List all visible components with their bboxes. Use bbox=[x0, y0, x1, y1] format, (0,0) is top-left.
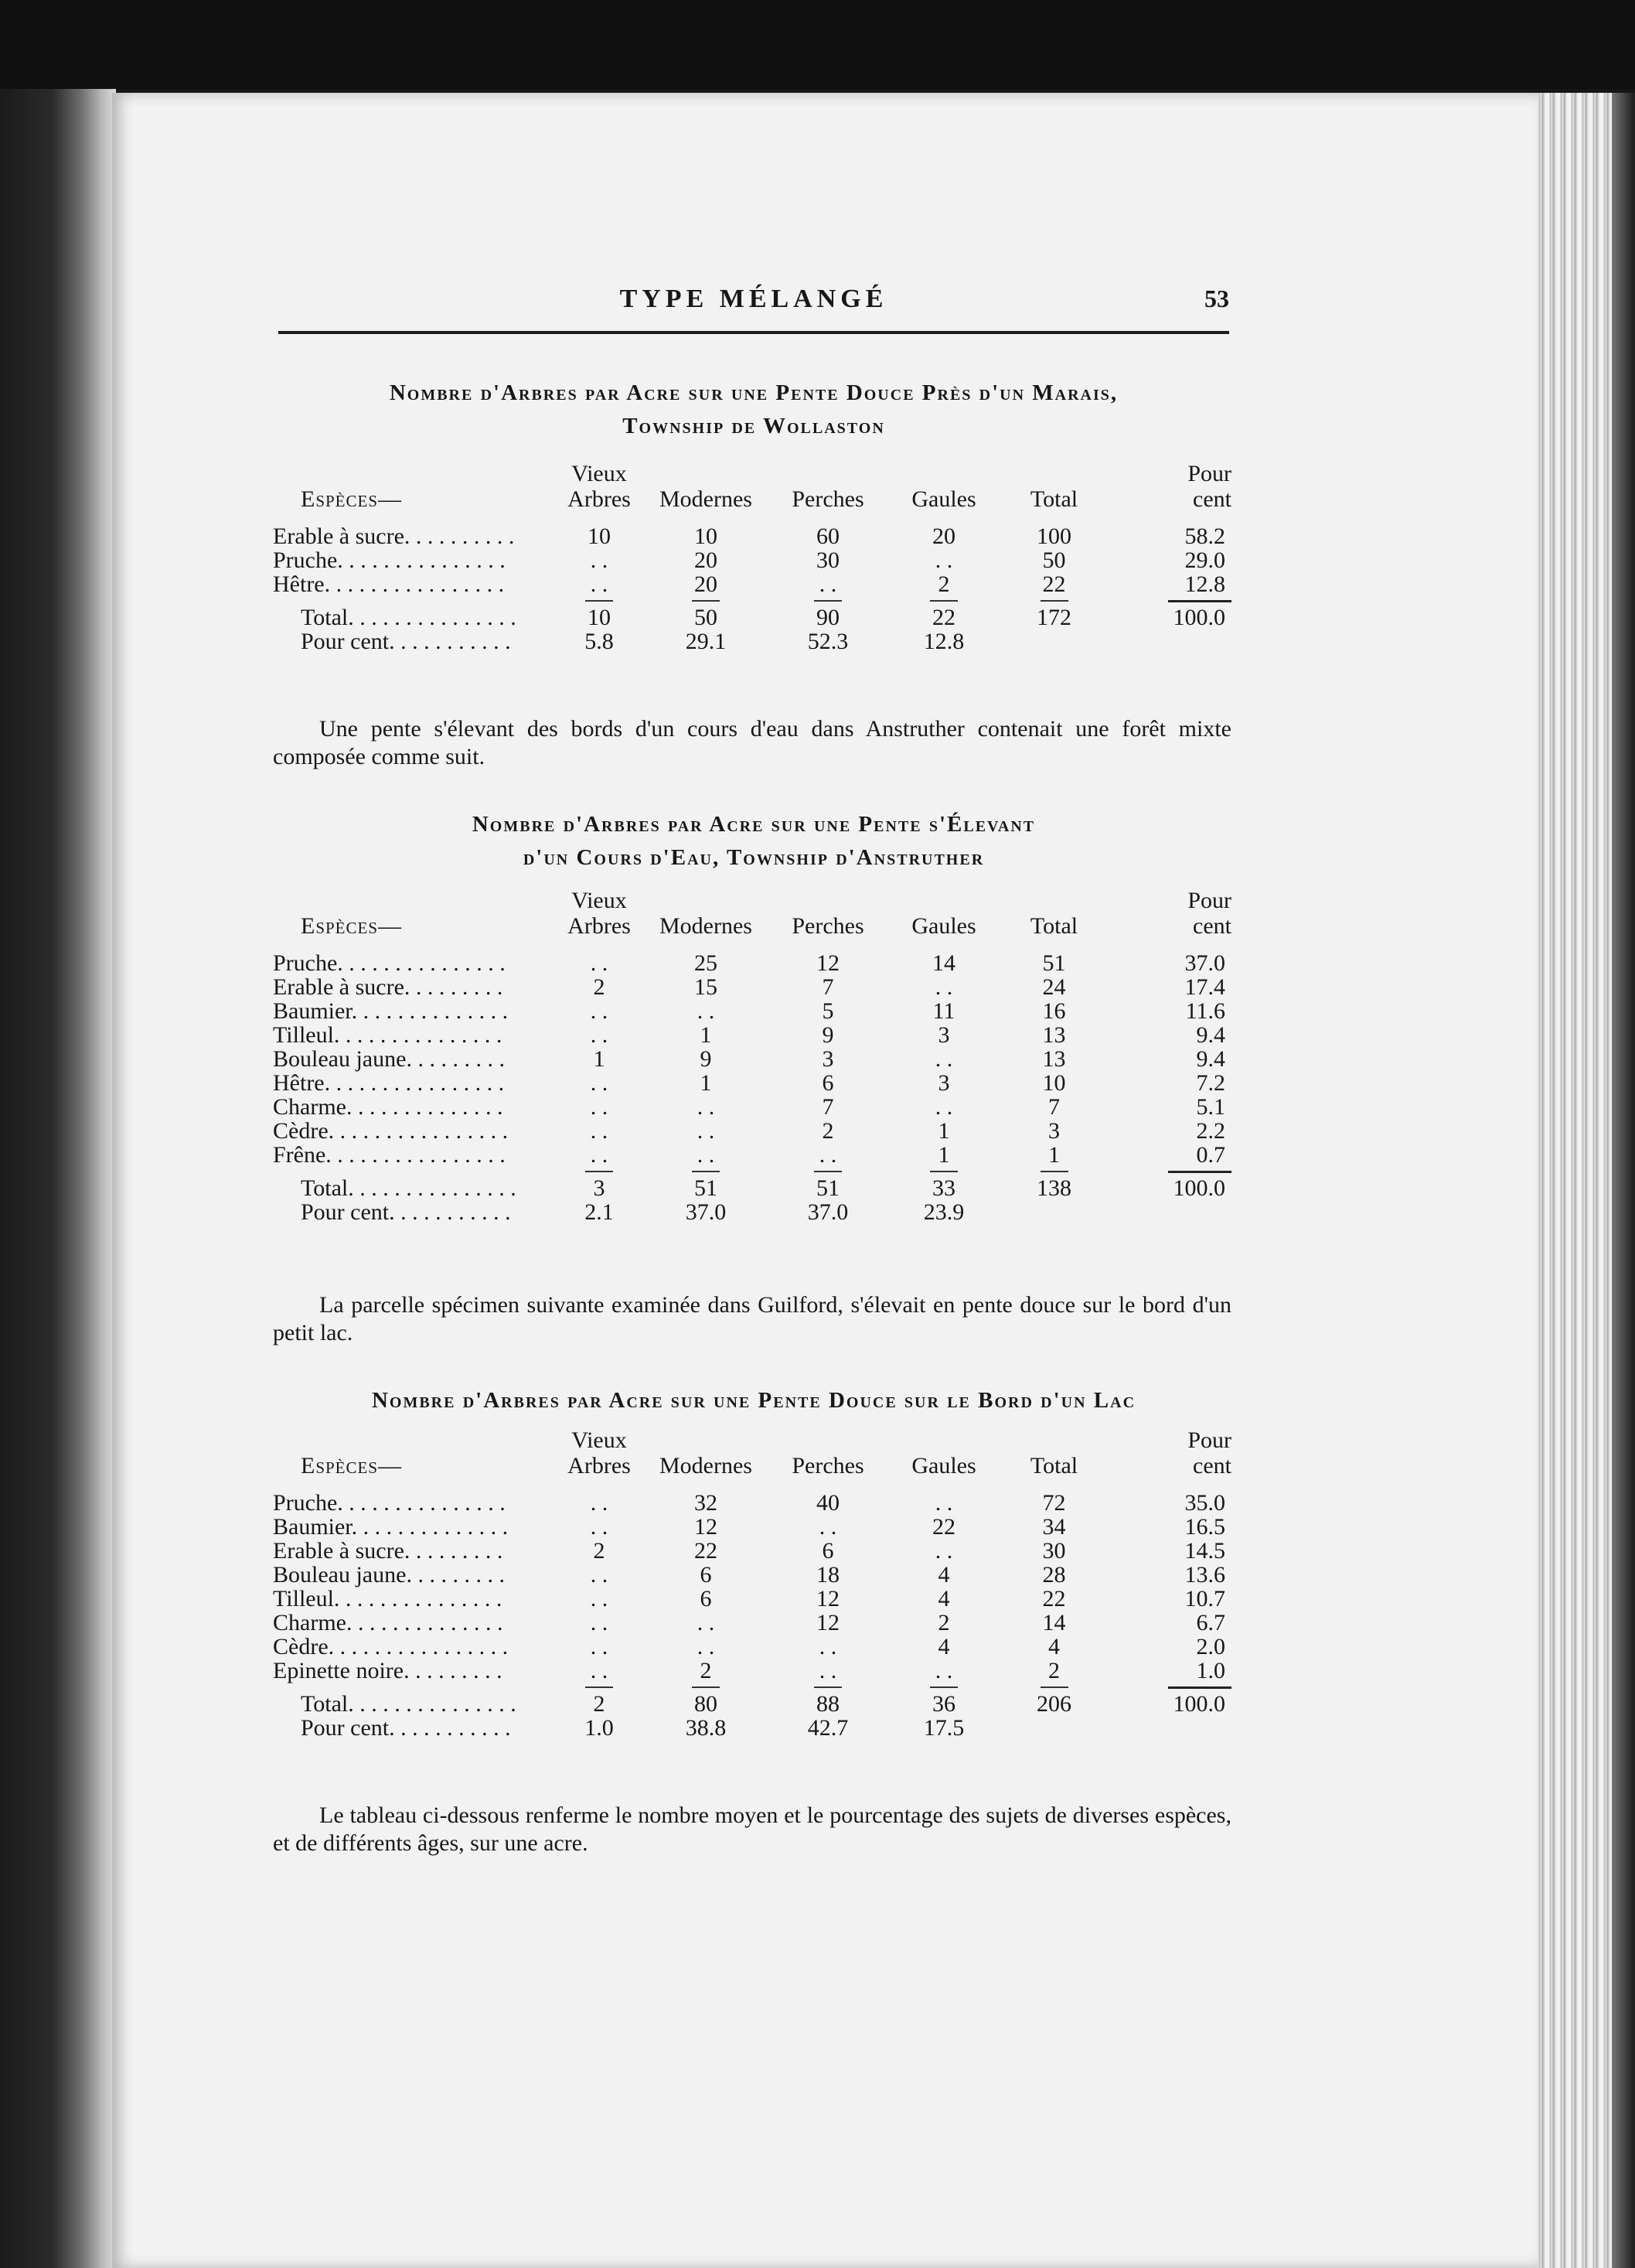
table-row bbox=[273, 951, 1231, 975]
cell-gaules: . . bbox=[935, 1658, 953, 1683]
cell-gaules: 1 bbox=[938, 1118, 950, 1144]
cell-modernes: . . bbox=[697, 998, 715, 1024]
species-name: Baumier. . . . . . . . . . . . . . bbox=[273, 1514, 509, 1540]
col-label: Vieux bbox=[571, 888, 627, 913]
table-row bbox=[273, 999, 1231, 1023]
cell-gaules: 11 bbox=[932, 998, 955, 1024]
total-modernes: 51 bbox=[694, 1175, 717, 1201]
percent-perches: 42.7 bbox=[807, 1715, 849, 1741]
sum-rule bbox=[814, 600, 842, 602]
cell-vieux: . . bbox=[590, 1142, 608, 1168]
cell-vieux: . . bbox=[590, 1490, 608, 1516]
total-pour-cent: 100.0 bbox=[1173, 605, 1225, 630]
species-name: Tilleul. . . . . . . . . . . . . . . bbox=[273, 1022, 502, 1048]
col-pour-cent bbox=[1106, 1427, 1231, 1478]
sum-rule bbox=[930, 1171, 958, 1172]
table-row bbox=[273, 1539, 1231, 1563]
col-gaules: Gaules bbox=[911, 486, 976, 512]
cell-pour-cent: 9.4 bbox=[1196, 1022, 1225, 1048]
sum-rule bbox=[1168, 600, 1231, 602]
cell-pour-cent: 11.6 bbox=[1185, 998, 1225, 1024]
col-label: Pour bbox=[1187, 888, 1231, 913]
percent-modernes: 29.1 bbox=[685, 629, 727, 654]
table-row bbox=[273, 1587, 1231, 1611]
table-row bbox=[273, 1635, 1231, 1659]
col-gaules: Gaules bbox=[911, 913, 976, 939]
col-modernes: Modernes bbox=[659, 1453, 752, 1478]
species-name: Tilleul. . . . . . . . . . . . . . . bbox=[273, 1586, 502, 1611]
percent-modernes: 38.8 bbox=[685, 1715, 727, 1741]
col-label: cent bbox=[1193, 1453, 1231, 1478]
species-name: Bouleau jaune. . . . . . . . . bbox=[273, 1046, 505, 1072]
cell-vieux: 2 bbox=[593, 1538, 605, 1564]
paragraph: Une pente s'élevant des bords d'un cours d'eau dans Anstruther contenait une forêt mixte composée comme suit. bbox=[273, 716, 1231, 769]
table-row bbox=[273, 1047, 1231, 1071]
table-2-caption bbox=[278, 812, 1229, 871]
total-row bbox=[273, 1692, 1231, 1716]
cell-pour-cent: 37.0 bbox=[1184, 950, 1225, 976]
percent-modernes: 37.0 bbox=[685, 1199, 727, 1225]
cell-pour-cent: 29.0 bbox=[1184, 547, 1225, 573]
cell-perches: 6 bbox=[822, 1538, 834, 1564]
cell-pour-cent: 16.5 bbox=[1184, 1514, 1225, 1540]
col-label: cent bbox=[1193, 486, 1231, 512]
cell-total: 50 bbox=[1042, 547, 1066, 573]
cell-gaules: 1 bbox=[938, 1142, 950, 1168]
cell-modernes: 25 bbox=[694, 950, 717, 976]
table-row bbox=[273, 1071, 1231, 1095]
cell-gaules: . . bbox=[935, 974, 953, 1000]
percent-vieux: 2.1 bbox=[584, 1199, 614, 1225]
cell-pour-cent: 17.4 bbox=[1184, 974, 1225, 1000]
cell-gaules: 3 bbox=[938, 1022, 950, 1048]
header-row bbox=[273, 461, 1231, 512]
cell-gaules: 22 bbox=[932, 1514, 955, 1540]
total-pour-cent: 100.0 bbox=[1173, 1691, 1225, 1717]
sum-rule bbox=[585, 1687, 613, 1688]
cell-modernes: 10 bbox=[694, 524, 717, 549]
col-label: Vieux bbox=[571, 461, 627, 486]
cell-modernes: 20 bbox=[694, 571, 717, 597]
caption-line: Nombre d'Arbres par Acre sur une Pente Douce Près d'un Marais, bbox=[389, 380, 1119, 405]
total-vieux: 10 bbox=[588, 605, 611, 630]
sum-rule bbox=[692, 1687, 720, 1688]
cell-modernes: . . bbox=[697, 1634, 715, 1659]
cell-total: 4 bbox=[1048, 1634, 1060, 1659]
caption-line: Nombre d'Arbres par Acre sur une Pente Douce sur le Bord d'un Lac bbox=[371, 1388, 1136, 1413]
cell-total: 13 bbox=[1042, 1022, 1066, 1048]
spacer-cell bbox=[273, 512, 1231, 524]
cell-modernes: 32 bbox=[694, 1490, 717, 1516]
cell-vieux: . . bbox=[590, 1610, 608, 1635]
sum-rule bbox=[814, 1687, 842, 1688]
col-perches: Perches bbox=[792, 913, 864, 939]
total-pour-cent: 100.0 bbox=[1173, 1175, 1225, 1201]
paragraph: Le tableau ci-dessous renferme le nombre moyen et le pourcentage des sujets de diverses espèces, et de différents âges, sur une acre. bbox=[273, 1802, 1231, 1856]
cell-total: 10 bbox=[1042, 1070, 1066, 1096]
empty-cell bbox=[1002, 629, 1106, 653]
percent-gaules: 12.8 bbox=[923, 629, 965, 654]
percent-perches: 37.0 bbox=[807, 1199, 849, 1225]
total-vieux: 3 bbox=[593, 1175, 605, 1201]
cell-pour-cent: 58.2 bbox=[1184, 524, 1225, 549]
table-row bbox=[273, 1119, 1231, 1143]
table-row bbox=[273, 1023, 1231, 1047]
cell-perches: 3 bbox=[822, 1046, 834, 1072]
total-total: 206 bbox=[1037, 1691, 1071, 1717]
col-label: cent bbox=[1193, 913, 1231, 939]
cell-pour-cent: 7.2 bbox=[1196, 1070, 1225, 1096]
cell-perches: 12 bbox=[816, 1586, 840, 1611]
paragraph: La parcelle spécimen suivante examinée dans Guilford, s'élevait en pente douce sur le bord d'un petit lac. bbox=[273, 1292, 1231, 1345]
col-label: Arbres bbox=[567, 1453, 631, 1478]
species-name: Frêne. . . . . . . . . . . . . . . . bbox=[273, 1142, 506, 1168]
table-lac bbox=[273, 1427, 1231, 1740]
cell-vieux: . . bbox=[590, 1658, 608, 1683]
cell-modernes: 2 bbox=[700, 1658, 712, 1683]
percent-row bbox=[273, 1200, 1231, 1224]
cell-modernes: 6 bbox=[700, 1586, 712, 1611]
cell-pour-cent: 13.6 bbox=[1184, 1562, 1225, 1588]
cell-total: 30 bbox=[1042, 1538, 1066, 1564]
col-vieux bbox=[557, 888, 642, 939]
cell-gaules: . . bbox=[935, 547, 953, 573]
total-perches: 90 bbox=[816, 605, 840, 630]
table-anstruther bbox=[273, 888, 1231, 1224]
percent-gaules: 17.5 bbox=[923, 1715, 965, 1741]
species-name: Erable à sucre. . . . . . . . . . bbox=[273, 524, 515, 549]
spacer-row bbox=[273, 512, 1231, 524]
sum-rule bbox=[1168, 1171, 1231, 1173]
col-species: Espèces— bbox=[301, 486, 403, 512]
total-gaules: 36 bbox=[932, 1691, 955, 1717]
cell-vieux: . . bbox=[590, 547, 608, 573]
total-row bbox=[273, 605, 1231, 629]
sum-rule bbox=[585, 600, 613, 602]
header-row bbox=[273, 1427, 1231, 1478]
header-row bbox=[273, 888, 1231, 939]
cell-perches: 40 bbox=[816, 1490, 840, 1516]
col-vieux bbox=[557, 461, 642, 512]
cell-vieux: . . bbox=[590, 1586, 608, 1611]
table-row bbox=[273, 1515, 1231, 1539]
total-perches: 88 bbox=[816, 1691, 840, 1717]
species-name: Bouleau jaune. . . . . . . . . bbox=[273, 1562, 505, 1588]
col-total: Total bbox=[1030, 1453, 1078, 1478]
cell-modernes: 15 bbox=[694, 974, 717, 1000]
cell-perches: 12 bbox=[816, 1610, 840, 1635]
empty-cell bbox=[1106, 1200, 1231, 1224]
table-3-caption bbox=[278, 1388, 1229, 1414]
cell-gaules: . . bbox=[935, 1490, 953, 1516]
col-vieux bbox=[557, 1427, 642, 1478]
cell-pour-cent: 35.0 bbox=[1184, 1490, 1225, 1516]
cell-vieux: . . bbox=[590, 1562, 608, 1588]
cell-vieux: . . bbox=[590, 571, 608, 597]
sum-rule bbox=[930, 600, 958, 602]
cell-total: 16 bbox=[1042, 998, 1066, 1024]
col-species: Espèces— bbox=[301, 913, 403, 939]
cell-pour-cent: 5.1 bbox=[1196, 1094, 1225, 1120]
cell-modernes: . . bbox=[697, 1094, 715, 1120]
species-name: Baumier. . . . . . . . . . . . . . bbox=[273, 998, 509, 1024]
cell-vieux: . . bbox=[590, 1070, 608, 1096]
cell-perches: 12 bbox=[816, 950, 840, 976]
total-label: Total. . . . . . . . . . . . . . . bbox=[301, 1175, 516, 1201]
page-number: 53 bbox=[1204, 285, 1229, 312]
cell-pour-cent: 0.7 bbox=[1196, 1142, 1225, 1168]
cell-vieux: . . bbox=[590, 1514, 608, 1540]
table-row bbox=[273, 572, 1231, 596]
cell-pour-cent: 2.2 bbox=[1196, 1118, 1225, 1144]
cell-pour-cent: 6.7 bbox=[1196, 1610, 1225, 1635]
col-label: Pour bbox=[1187, 461, 1231, 486]
cell-perches: 18 bbox=[816, 1562, 840, 1588]
caption-line: d'un Cours d'Eau, Township d'Anstruther bbox=[523, 845, 985, 870]
cell-perches: . . bbox=[819, 1142, 837, 1168]
percent-label: Pour cent. . . . . . . . . . . bbox=[301, 1199, 511, 1225]
percent-label: Pour cent. . . . . . . . . . . bbox=[301, 1715, 511, 1741]
sum-rule bbox=[814, 1171, 842, 1172]
cell-gaules: . . bbox=[935, 1538, 953, 1564]
table-row bbox=[273, 1659, 1231, 1683]
sum-rule bbox=[692, 1171, 720, 1172]
cell-modernes: 22 bbox=[694, 1538, 717, 1564]
cell-gaules: 20 bbox=[932, 524, 955, 549]
cell-modernes: 1 bbox=[700, 1070, 712, 1096]
cell-total: 22 bbox=[1042, 1586, 1066, 1611]
cell-modernes: 20 bbox=[694, 547, 717, 573]
cell-gaules: 2 bbox=[938, 1610, 950, 1635]
cell-modernes: 6 bbox=[700, 1562, 712, 1588]
cell-perches: 60 bbox=[816, 524, 840, 549]
cell-total: 100 bbox=[1037, 524, 1071, 549]
cell-total: 14 bbox=[1042, 1610, 1066, 1635]
cell-perches: 5 bbox=[822, 998, 834, 1024]
table-body bbox=[273, 1427, 1231, 1740]
running-header bbox=[278, 285, 1229, 334]
col-perches: Perches bbox=[792, 486, 864, 512]
species-name: Pruche. . . . . . . . . . . . . . . bbox=[273, 1490, 506, 1516]
table-body bbox=[273, 461, 1231, 653]
total-modernes: 50 bbox=[694, 605, 717, 630]
spacer-cell bbox=[273, 939, 1231, 951]
empty-cell bbox=[1002, 1200, 1106, 1224]
cell-perches: 6 bbox=[822, 1070, 834, 1096]
cell-vieux: . . bbox=[590, 1118, 608, 1144]
species-name: Charme. . . . . . . . . . . . . . bbox=[273, 1094, 503, 1120]
cell-total: 28 bbox=[1042, 1562, 1066, 1588]
table-1-caption bbox=[278, 380, 1229, 439]
percent-row bbox=[273, 629, 1231, 653]
cell-gaules: 4 bbox=[938, 1634, 950, 1659]
percent-vieux: 5.8 bbox=[584, 629, 614, 654]
spacer-row bbox=[273, 1478, 1231, 1491]
cell-total: 7 bbox=[1048, 1094, 1060, 1120]
cell-total: 13 bbox=[1042, 1046, 1066, 1072]
cell-perches: 9 bbox=[822, 1022, 834, 1048]
cell-gaules: 3 bbox=[938, 1070, 950, 1096]
cell-perches: 7 bbox=[822, 1094, 834, 1120]
total-total: 138 bbox=[1037, 1175, 1071, 1201]
percent-label: Pour cent. . . . . . . . . . . bbox=[301, 629, 511, 654]
cell-gaules: . . bbox=[935, 1046, 953, 1072]
caption-line: Nombre d'Arbres par Acre sur une Pente s'Élevant bbox=[472, 812, 1036, 837]
cell-total: 34 bbox=[1042, 1514, 1066, 1540]
col-pour-cent bbox=[1106, 461, 1231, 512]
col-species: Espèces— bbox=[301, 1453, 403, 1478]
table-row bbox=[273, 1611, 1231, 1635]
total-gaules: 33 bbox=[932, 1175, 955, 1201]
total-label: Total. . . . . . . . . . . . . . . bbox=[301, 1691, 516, 1717]
col-gaules: Gaules bbox=[911, 1453, 976, 1478]
table-body bbox=[273, 888, 1231, 1224]
col-label: Arbres bbox=[567, 486, 631, 512]
sum-rule bbox=[585, 1171, 613, 1172]
cell-perches: . . bbox=[819, 1634, 837, 1659]
cell-perches: . . bbox=[819, 1514, 837, 1540]
sum-rule bbox=[1041, 1687, 1068, 1688]
cell-vieux: 10 bbox=[588, 524, 611, 549]
empty-cell bbox=[1002, 1716, 1106, 1740]
cell-perches: . . bbox=[819, 1658, 837, 1683]
species-name: Charme. . . . . . . . . . . . . . bbox=[273, 1610, 503, 1635]
percent-vieux: 1.0 bbox=[584, 1715, 614, 1741]
cell-gaules: . . bbox=[935, 1094, 953, 1120]
table-row bbox=[273, 975, 1231, 999]
cell-modernes: 9 bbox=[700, 1046, 712, 1072]
total-gaules: 22 bbox=[932, 605, 955, 630]
cell-perches: 7 bbox=[822, 974, 834, 1000]
percent-perches: 52.3 bbox=[807, 629, 849, 654]
scan-background bbox=[0, 0, 1635, 89]
cell-pour-cent: 12.8 bbox=[1184, 571, 1225, 597]
col-label: Vieux bbox=[571, 1427, 627, 1453]
species-name: Pruche. . . . . . . . . . . . . . . bbox=[273, 547, 506, 573]
species-name: Pruche. . . . . . . . . . . . . . . bbox=[273, 950, 506, 976]
percent-row bbox=[273, 1716, 1231, 1740]
col-label: Pour bbox=[1187, 1427, 1231, 1453]
col-modernes: Modernes bbox=[659, 486, 752, 512]
species-name: Epinette noire. . . . . . . . . bbox=[273, 1658, 502, 1683]
cell-modernes: 1 bbox=[700, 1022, 712, 1048]
cell-vieux: . . bbox=[590, 1634, 608, 1659]
cell-vieux: . . bbox=[590, 950, 608, 976]
sum-rule bbox=[930, 1687, 958, 1688]
total-modernes: 80 bbox=[694, 1691, 717, 1717]
cell-modernes: . . bbox=[697, 1118, 715, 1144]
cell-perches: 30 bbox=[816, 547, 840, 573]
cell-pour-cent: 14.5 bbox=[1184, 1538, 1225, 1564]
percent-gaules: 23.9 bbox=[923, 1199, 965, 1225]
cell-perches: 2 bbox=[822, 1118, 834, 1144]
page-edges bbox=[1535, 93, 1635, 2268]
total-total: 172 bbox=[1037, 605, 1071, 630]
species-name: Cèdre. . . . . . . . . . . . . . . . bbox=[273, 1118, 509, 1144]
cell-total: 1 bbox=[1048, 1142, 1060, 1168]
cell-pour-cent: 10.7 bbox=[1184, 1586, 1225, 1611]
cell-pour-cent: 2.0 bbox=[1196, 1634, 1225, 1659]
species-name: Erable à sucre. . . . . . . . . bbox=[273, 974, 503, 1000]
cell-perches: . . bbox=[819, 571, 837, 597]
species-name: Erable à sucre. . . . . . . . . bbox=[273, 1538, 503, 1564]
cell-modernes: 12 bbox=[694, 1514, 717, 1540]
sum-rule bbox=[1168, 1687, 1231, 1689]
species-name: Hêtre. . . . . . . . . . . . . . . . bbox=[273, 571, 505, 597]
cell-total: 2 bbox=[1048, 1658, 1060, 1683]
table-row bbox=[273, 1491, 1231, 1515]
cell-pour-cent: 9.4 bbox=[1196, 1046, 1225, 1072]
sum-rule bbox=[1041, 600, 1068, 602]
cell-vieux: . . bbox=[590, 1094, 608, 1120]
cell-total: 22 bbox=[1042, 571, 1066, 597]
empty-cell bbox=[1106, 629, 1231, 653]
sum-rule bbox=[1041, 1171, 1068, 1172]
cell-modernes: . . bbox=[697, 1142, 715, 1168]
col-label: Arbres bbox=[567, 913, 631, 939]
col-modernes: Modernes bbox=[659, 913, 752, 939]
table-row bbox=[273, 1563, 1231, 1587]
col-perches: Perches bbox=[792, 1453, 864, 1478]
empty-cell bbox=[1106, 1716, 1231, 1740]
col-pour-cent bbox=[1106, 888, 1231, 939]
species-name: Cèdre. . . . . . . . . . . . . . . . bbox=[273, 1634, 509, 1659]
cell-gaules: 4 bbox=[938, 1586, 950, 1611]
table-wollaston bbox=[273, 461, 1231, 653]
cell-vieux: 2 bbox=[593, 974, 605, 1000]
spacer-cell bbox=[273, 1478, 1231, 1491]
cell-gaules: 2 bbox=[938, 571, 950, 597]
total-perches: 51 bbox=[816, 1175, 840, 1201]
total-vieux: 2 bbox=[593, 1691, 605, 1717]
cell-gaules: 4 bbox=[938, 1562, 950, 1588]
cell-total: 51 bbox=[1042, 950, 1066, 976]
table-row bbox=[273, 548, 1231, 572]
col-total: Total bbox=[1030, 913, 1078, 939]
cell-vieux: 1 bbox=[593, 1046, 605, 1072]
cell-vieux: . . bbox=[590, 998, 608, 1024]
cell-gaules: 14 bbox=[932, 950, 955, 976]
cell-total: 24 bbox=[1042, 974, 1066, 1000]
table-row bbox=[273, 1095, 1231, 1119]
sum-rule bbox=[692, 600, 720, 602]
species-name: Hêtre. . . . . . . . . . . . . . . . bbox=[273, 1070, 505, 1096]
cell-vieux: . . bbox=[590, 1022, 608, 1048]
running-title: TYPE MÉLANGÉ bbox=[619, 285, 888, 313]
cell-total: 3 bbox=[1048, 1118, 1060, 1144]
total-row bbox=[273, 1176, 1231, 1200]
table-row bbox=[273, 524, 1231, 548]
book-spine bbox=[0, 89, 116, 2268]
table-row bbox=[273, 1143, 1231, 1167]
cell-total: 72 bbox=[1042, 1490, 1066, 1516]
caption-line: Township de Wollaston bbox=[622, 414, 885, 438]
cell-modernes: . . bbox=[697, 1610, 715, 1635]
col-total: Total bbox=[1030, 486, 1078, 512]
cell-pour-cent: 1.0 bbox=[1196, 1658, 1225, 1683]
total-label: Total. . . . . . . . . . . . . . . bbox=[301, 605, 516, 630]
spacer-row bbox=[273, 939, 1231, 951]
